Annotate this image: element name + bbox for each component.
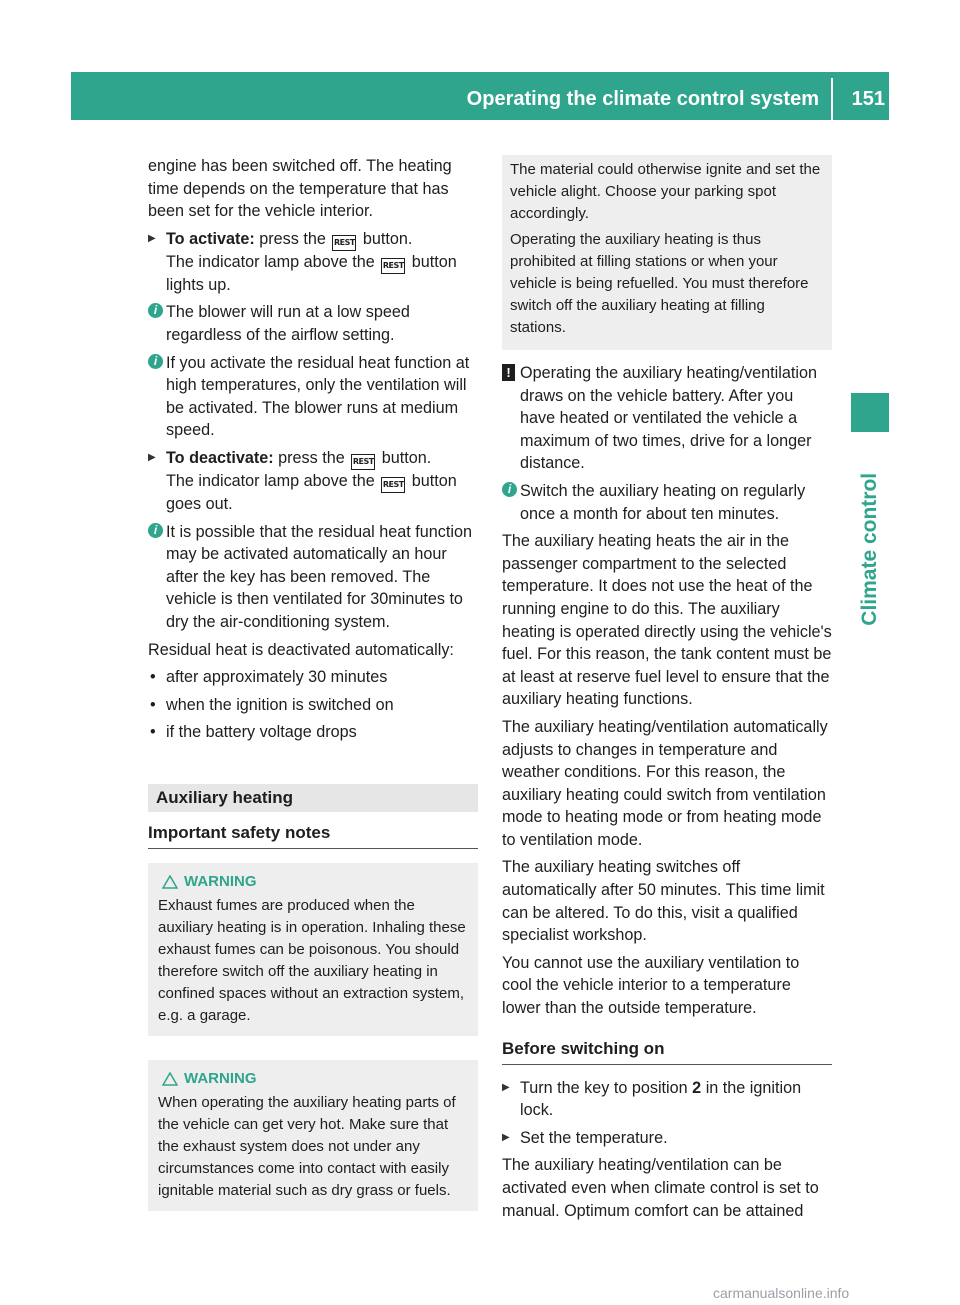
warning-header: WARNING	[158, 871, 470, 893]
info-note: i Switch the auxiliary heating on regularly once a month for about ten minutes.	[502, 480, 832, 525]
right-column	[502, 155, 832, 1227]
page-number: 151	[851, 88, 885, 110]
watermark: carmanualsonline.info	[713, 1285, 850, 1301]
header-title: Operating the climate control system	[466, 88, 819, 110]
list-item: • if the battery voltage drops	[148, 721, 478, 744]
step-activate: ▶ To activate: press the REST button. The indicator lamp above the REST button lights up.	[148, 228, 478, 297]
info-icon: i	[502, 482, 517, 497]
rest-button-icon: REST	[381, 258, 405, 274]
warning-triangle-icon	[162, 1072, 178, 1086]
info-note: i The blower will run at a low speed regardless of the airflow setting.	[148, 301, 478, 346]
warning-triangle-icon	[162, 875, 178, 889]
info-icon: i	[148, 303, 163, 318]
warning-box	[148, 863, 478, 1036]
info-icon: i	[148, 354, 163, 369]
page-header	[71, 72, 889, 120]
subsection-title: Important safety notes	[148, 822, 478, 849]
paragraph: The auxiliary heating heats the air in the passenger compartment to the selected temperature. It does not use the heat of the running engine to do this. The auxiliary heating is operated directly using the vehicle's fuel. For this reason, the tank content must be at least at reserve fuel level to ensure that the auxiliary heating functions.	[502, 532, 832, 709]
paragraph: The auxiliary heating/ventilation automatically adjusts to changes in temperature and weather conditions. For this reason, the auxiliary heating could switch from ventilation mode to heating mode or from heating mode to ventilation mode.	[502, 717, 828, 849]
left-column	[148, 155, 478, 1211]
paragraph: Operating the auxiliary heating is thus prohibited at filling stations or when your vehicle is being refuelled. You must therefore switch off the auxiliary heating at filling stations.	[510, 231, 809, 336]
header-divider	[831, 78, 833, 120]
warning-continuation-box	[502, 155, 832, 350]
side-tab-marker	[851, 393, 889, 432]
section-title: Auxiliary heating	[148, 784, 478, 812]
step-deactivate: ▶ To deactivate: press the REST button. The indicator lamp above the REST button goes out.	[148, 447, 478, 516]
info-note: i It is possible that the residual heat function may be activated automatically an hour after the key has been removed. The vehicle is then ventilated for 30minutes to dry the air-conditioning system.	[148, 521, 478, 634]
list-item: • when the ignition is switched on	[148, 694, 478, 717]
subsection-title: Before switching on	[502, 1038, 832, 1065]
warning-header: WARNING	[158, 1068, 470, 1090]
list-item: • after approximately 30 minutes	[148, 666, 478, 689]
exclamation-icon: !	[502, 364, 515, 381]
info-note: i If you activate the residual heat function at high temperatures, only the ventilation will be activated. The blower runs at medium speed.	[148, 352, 478, 442]
paragraph: You cannot use the auxiliary ventilation to cool the vehicle interior to a temperature lower than the outside temperature.	[502, 953, 800, 1018]
paragraph: Residual heat is deactivated automatically:	[148, 640, 454, 659]
warning-text: Exhaust fumes are produced when the auxiliary heating is in operation. Inhaling these exhaust fumes can be poisonous. You should therefore switch off the auxiliary heating in confined spaces without an extraction system, e.g. a garage.	[158, 896, 466, 1024]
paragraph: The material could otherwise ignite and set the vehicle alight. Choose your parking spot accordingly.	[510, 161, 821, 222]
warning-box	[148, 1060, 478, 1211]
side-tab-label: Climate control	[857, 472, 881, 626]
paragraph: engine has been switched off. The heating time depends on the temperature that has been set for the vehicle interior.	[148, 157, 452, 221]
warning-text: When operating the auxiliary heating parts of the vehicle can get very hot. Make sure that the exhaust system does not under any circumstances come into contact with easily ignitable material such as dry grass or fuels.	[158, 1093, 456, 1199]
step-turn-key: ▶ Turn the key to position 2 in the ignition lock.	[502, 1077, 832, 1122]
paragraph: The auxiliary heating switches off automatically after 50 minutes. This time limit can be altered. To do this, visit a qualified specialist workshop.	[502, 858, 825, 945]
info-icon: i	[148, 523, 163, 538]
rest-button-icon: REST	[351, 454, 375, 470]
rest-button-icon: REST	[332, 235, 356, 251]
step-set-temperature: ▶ Set the temperature.	[502, 1127, 832, 1150]
caution-note: ! Operating the auxiliary heating/ventilation draws on the vehicle battery. After you have heated or ventilated the vehicle a maximum of two times, drive for a longer distance.	[502, 362, 832, 475]
paragraph: The auxiliary heating/ventilation can be activated even when climate control is set to manual. Optimum comfort can be attained	[502, 1156, 819, 1220]
rest-button-icon: REST	[381, 477, 405, 493]
